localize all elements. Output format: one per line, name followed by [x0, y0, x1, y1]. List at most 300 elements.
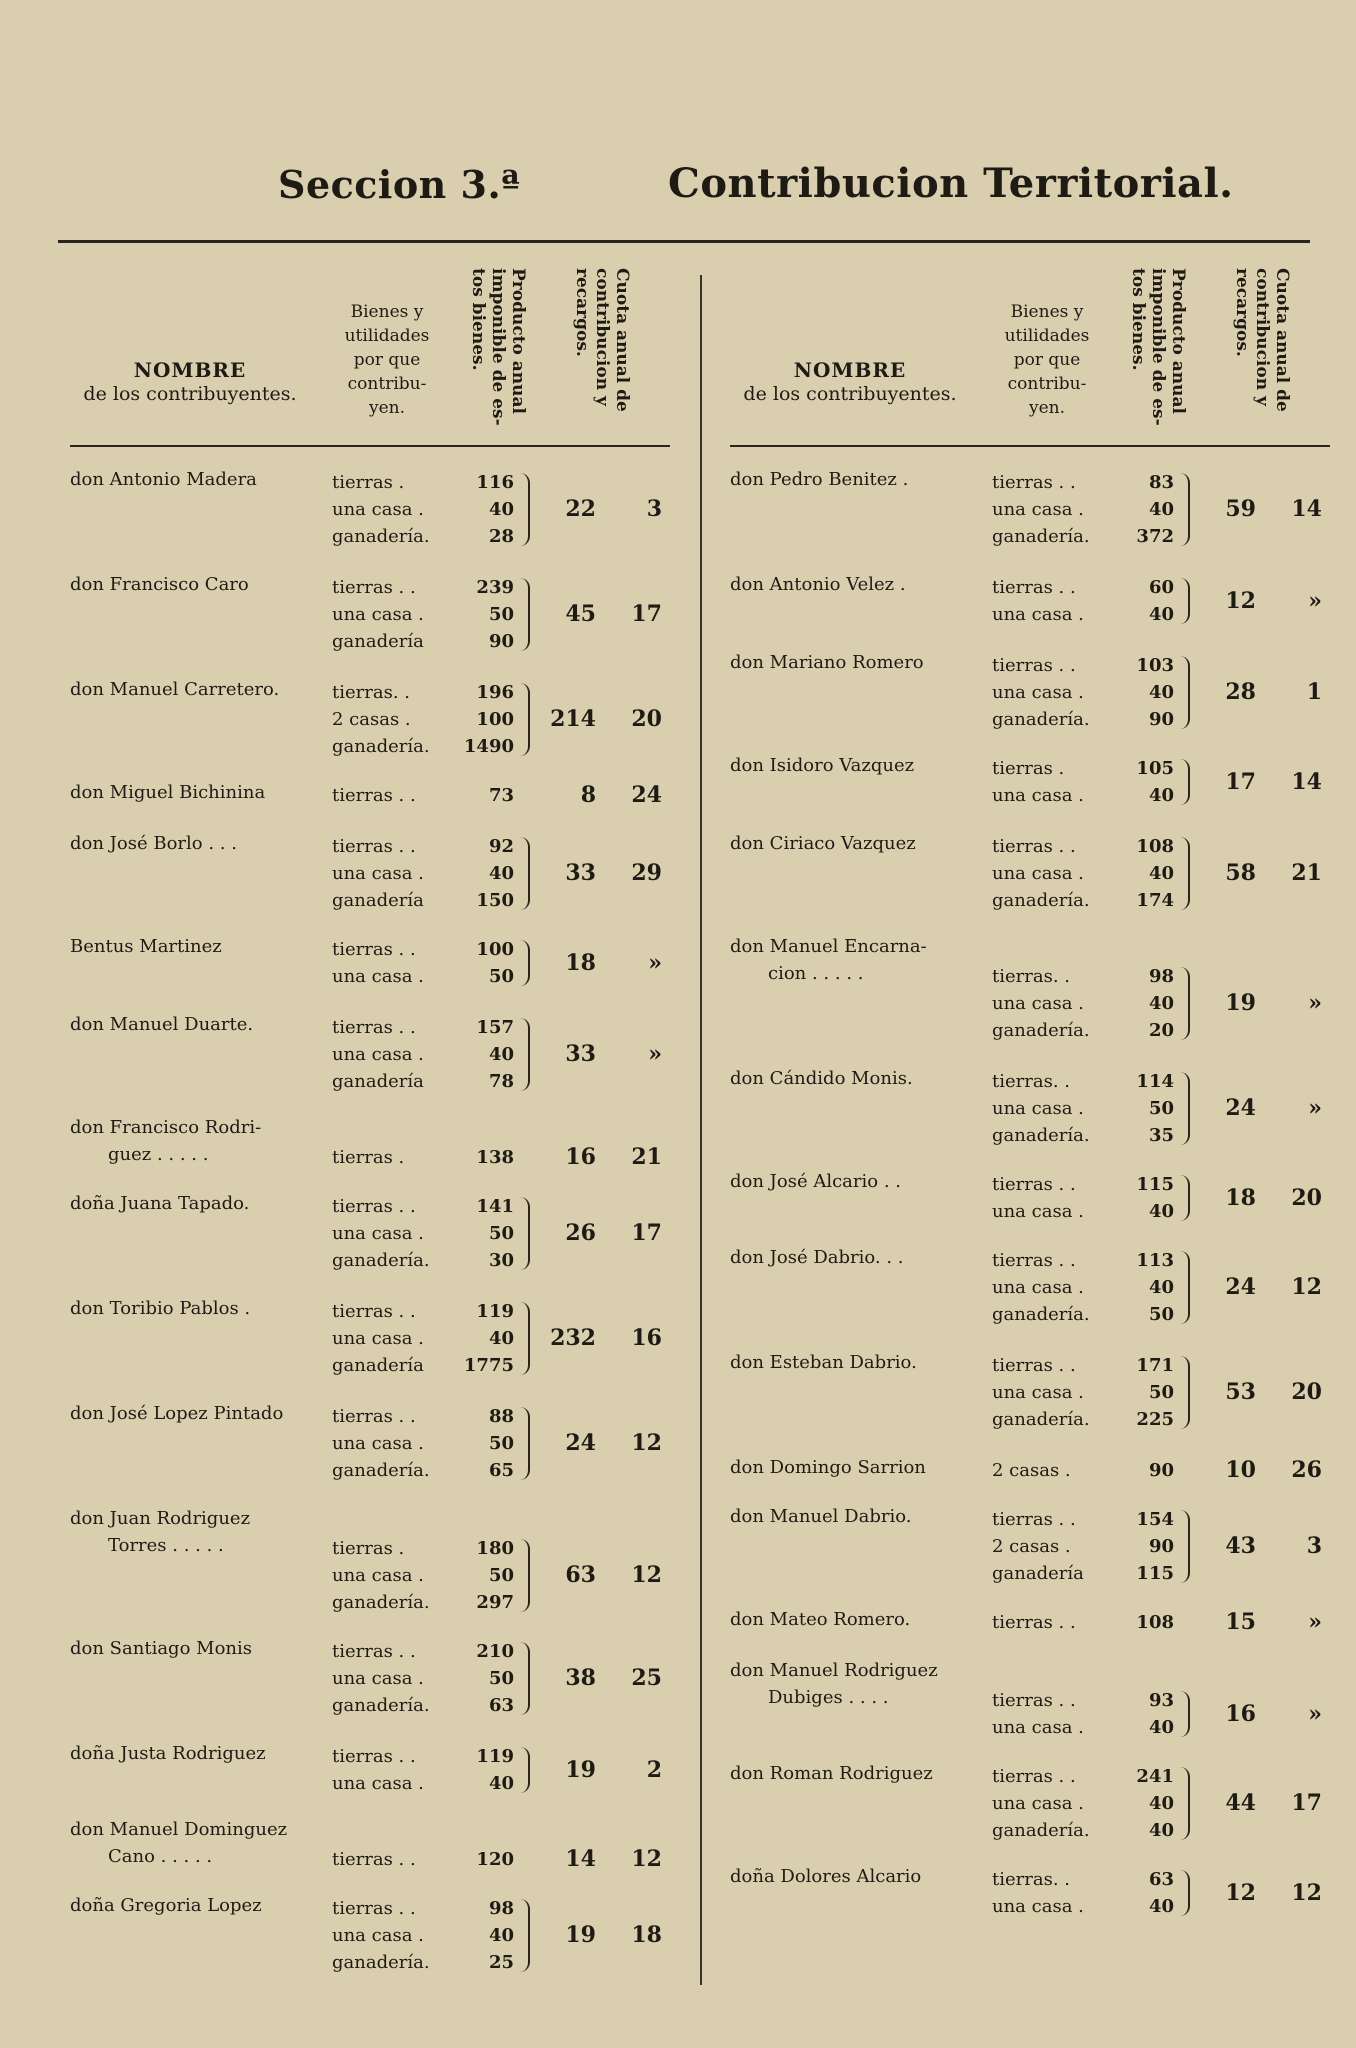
property-list — [992, 1068, 1090, 1149]
product-value: 50 — [488, 1433, 514, 1454]
property-item: una casa . — [332, 499, 424, 520]
quota-maravedis: 3 — [1306, 1533, 1322, 1559]
curly-brace — [1178, 1072, 1190, 1145]
property-item: tierras . . — [332, 1898, 416, 1919]
property-item: tierras . . — [332, 836, 416, 857]
taxpayer-entry — [730, 1763, 1330, 1844]
product-value: 239 — [476, 577, 514, 598]
annual-quota — [532, 1325, 670, 1352]
taxpayer-name: don José Dabrio. . . — [730, 1247, 904, 1268]
quota-reales: 28 — [1225, 679, 1256, 705]
taxpayer-name: don Juan Rodriguez — [70, 1508, 251, 1529]
section-heading: Seccion 3.ª — [278, 162, 521, 207]
product-value: 40 — [1148, 993, 1174, 1014]
product-value: 40 — [1148, 499, 1174, 520]
property-list — [992, 1352, 1090, 1433]
header-rule — [58, 240, 1310, 243]
annual-quota — [532, 782, 670, 809]
product-value: 115 — [1136, 1174, 1174, 1195]
property-item: ganadería — [992, 1563, 1084, 1584]
quota-maravedis: 2 — [646, 1756, 662, 1783]
product-value: 25 — [488, 1952, 514, 1973]
property-item: tierras. . — [992, 966, 1070, 987]
product-value: 241 — [1136, 1766, 1174, 1787]
property-list — [992, 1247, 1090, 1328]
property-item: una casa . — [332, 1565, 424, 1586]
quota-reales: 24 — [1225, 1095, 1256, 1121]
quota-maravedis: 12 — [1291, 1879, 1322, 1906]
product-values — [1100, 1866, 1174, 1920]
property-item: ganadería. — [332, 736, 430, 757]
taxpayer-name: don Roman Rodriguez — [730, 1763, 933, 1784]
product-values — [1100, 1247, 1174, 1328]
product-value: 108 — [1136, 836, 1174, 857]
property-item: ganadería. — [992, 1020, 1090, 1041]
product-values — [1100, 469, 1174, 550]
curly-brace — [1178, 1251, 1190, 1324]
property-item: ganadería. — [992, 526, 1090, 547]
taxpayer-name: doña Justa Rodriguez — [70, 1743, 266, 1764]
property-item: ganadería — [332, 890, 424, 911]
annual-quota — [532, 1144, 670, 1171]
annual-quota — [1192, 496, 1330, 523]
product-value: 103 — [1136, 655, 1174, 676]
quota-maravedis: 24 — [631, 782, 662, 808]
product-values — [440, 1535, 514, 1616]
curly-brace — [518, 683, 530, 756]
curly-brace — [1178, 1691, 1190, 1737]
property-list — [332, 782, 416, 809]
product-value: 105 — [1136, 758, 1174, 779]
quota-maravedis: 12 — [631, 1846, 662, 1872]
quota-maravedis: 20 — [1291, 1379, 1322, 1405]
property-list — [992, 469, 1090, 550]
taxpayer-name: doña Dolores Alcario — [730, 1866, 922, 1887]
quota-maravedis: 18 — [631, 1922, 662, 1948]
property-list — [992, 755, 1084, 809]
taxpayer-name: don Domingo Sarrion — [730, 1457, 926, 1478]
property-item: ganadería. — [332, 1250, 430, 1271]
product-values — [1100, 1352, 1174, 1433]
property-item: una casa . — [992, 1896, 1084, 1917]
product-value: 40 — [488, 499, 514, 520]
taxpayer-entry — [730, 574, 1330, 628]
product-values — [440, 936, 514, 990]
quota-reales: 214 — [550, 706, 596, 732]
curly-brace — [1178, 473, 1190, 546]
product-value: 40 — [488, 1925, 514, 1946]
taxpayer-entry — [70, 1743, 670, 1797]
left-column — [70, 260, 670, 1976]
curly-brace — [1178, 656, 1190, 729]
property-item: tierras . . — [992, 655, 1076, 676]
product-value: 93 — [1148, 1690, 1174, 1711]
property-list — [992, 963, 1090, 1044]
column-divider — [700, 275, 702, 1985]
product-value: 171 — [1136, 1355, 1174, 1376]
property-item: una casa . — [992, 785, 1084, 806]
product-value: 40 — [1148, 1793, 1174, 1814]
taxpayer-name: don Francisco Rodri- — [70, 1117, 262, 1138]
product-value: 40 — [1148, 785, 1174, 806]
product-values — [440, 1846, 514, 1873]
property-item: tierras . . — [992, 1690, 1076, 1711]
taxpayer-name-continued: guez . . . . . — [108, 1144, 209, 1165]
quota-maravedis: 29 — [631, 860, 662, 886]
annual-quota — [1192, 1457, 1330, 1484]
product-value: 90 — [1148, 1460, 1174, 1481]
product-value: 196 — [476, 682, 514, 703]
property-item: ganadería. — [992, 1820, 1090, 1841]
annual-quota — [532, 1430, 670, 1457]
quota-reales: 15 — [1225, 1609, 1256, 1635]
property-list — [992, 1763, 1090, 1844]
product-value: 297 — [476, 1592, 514, 1613]
quota-reales: 14 — [565, 1846, 596, 1872]
property-list — [992, 574, 1084, 628]
quota-maravedis: » — [1308, 1095, 1322, 1121]
product-values — [440, 782, 514, 809]
product-value: 372 — [1136, 526, 1174, 547]
product-value: 90 — [488, 631, 514, 652]
product-values — [1100, 1457, 1174, 1484]
curly-brace — [1178, 837, 1190, 910]
property-item: ganadería — [332, 631, 424, 652]
curly-brace — [518, 1018, 530, 1091]
product-values — [1100, 1609, 1174, 1636]
taxpayer-entry — [70, 936, 670, 990]
taxpayer-entry — [730, 1171, 1330, 1225]
taxpayer-name: don Mariano Romero — [730, 652, 924, 673]
quota-reales: 19 — [1225, 990, 1256, 1016]
product-values — [1100, 833, 1174, 914]
header-bienes: Bienes y utilidades por que contribu- yen. — [344, 302, 430, 418]
property-item: tierras . — [332, 1538, 405, 1559]
header-producto: Producto anual imponible de es- tos bienes. — [468, 268, 528, 426]
quota-reales: 16 — [1225, 1700, 1256, 1727]
product-value: 40 — [1148, 604, 1174, 625]
property-list — [332, 469, 430, 550]
taxpayer-name: don Santiago Monis — [70, 1638, 252, 1659]
property-item: tierras . . — [332, 785, 416, 806]
product-value: 40 — [488, 1773, 514, 1794]
annual-quota — [532, 706, 670, 733]
product-values — [1100, 574, 1174, 628]
property-list — [332, 1193, 430, 1274]
taxpayer-entry — [730, 1660, 1330, 1741]
property-item: una casa . — [332, 604, 424, 625]
product-value: 40 — [1148, 682, 1174, 703]
property-list — [332, 679, 430, 760]
header-cuota: Cuota anual de contribucion y recargos. — [1232, 268, 1292, 412]
product-value: 50 — [488, 604, 514, 625]
taxpayer-entry — [730, 1352, 1330, 1433]
product-values — [440, 469, 514, 550]
quota-reales: 45 — [565, 601, 596, 627]
taxpayer-entry — [730, 1457, 1330, 1484]
product-value: 65 — [488, 1460, 514, 1481]
taxpayer-name: don José Alcario . . — [730, 1171, 901, 1192]
curly-brace — [1178, 1767, 1190, 1840]
annual-quota — [1192, 860, 1330, 887]
property-item: 2 casas . — [992, 1536, 1071, 1557]
property-item: tierras . — [332, 1147, 405, 1168]
quota-reales: 8 — [580, 782, 596, 808]
product-value: 90 — [1148, 1536, 1174, 1557]
product-values — [440, 1743, 514, 1797]
taxpayer-entry — [70, 469, 670, 550]
property-list — [332, 936, 424, 990]
property-item: tierras . . — [332, 1641, 416, 1662]
property-item: una casa . — [992, 1098, 1084, 1119]
product-value: 50 — [488, 966, 514, 987]
product-value: 40 — [1148, 1277, 1174, 1298]
taxpayer-entry — [730, 1247, 1330, 1328]
property-item: ganadería. — [332, 1592, 430, 1613]
quota-maravedis: 12 — [631, 1562, 662, 1588]
quota-reales: 19 — [565, 1922, 596, 1948]
product-value: 83 — [1148, 472, 1174, 493]
taxpayer-name: don Antonio Madera — [70, 469, 257, 490]
quota-reales: 12 — [1225, 587, 1256, 614]
property-list — [992, 833, 1090, 914]
annual-quota — [532, 860, 670, 887]
product-value: 92 — [488, 836, 514, 857]
property-item: una casa . — [992, 604, 1084, 625]
curly-brace — [518, 940, 530, 986]
property-item: una casa . — [992, 1717, 1084, 1738]
quota-maravedis: 16 — [631, 1325, 662, 1351]
taxpayer-name-continued: cion . . . . . — [768, 963, 864, 984]
quota-maravedis: 12 — [1291, 1274, 1322, 1300]
annual-quota — [532, 950, 670, 977]
property-list — [992, 1687, 1084, 1741]
property-list — [332, 574, 424, 655]
property-list — [332, 1638, 430, 1719]
property-item: una casa . — [992, 682, 1084, 703]
taxpayer-name: don Manuel Dabrio. — [730, 1506, 912, 1527]
header-nombre: NOMBRE de los contribuyentes. — [743, 358, 957, 405]
property-item: ganadería. — [992, 709, 1090, 730]
quota-maravedis: 12 — [631, 1430, 662, 1456]
taxpayer-entry — [70, 1117, 670, 1171]
property-list — [992, 1506, 1084, 1587]
property-list — [992, 1171, 1084, 1225]
product-value: 138 — [476, 1147, 514, 1168]
curly-brace — [518, 1747, 530, 1793]
product-value: 60 — [1148, 577, 1174, 598]
property-item: ganadería. — [992, 1304, 1090, 1325]
quota-reales: 18 — [565, 949, 596, 976]
product-value: 100 — [476, 939, 514, 960]
annual-quota — [532, 1665, 670, 1692]
property-item: una casa . — [332, 1044, 424, 1065]
taxpayer-entry — [70, 833, 670, 914]
property-item: una casa . — [332, 966, 424, 987]
taxpayer-name: don Isidoro Vazquez — [730, 755, 915, 776]
quota-reales: 22 — [565, 496, 596, 522]
property-item: una casa . — [992, 1793, 1084, 1814]
product-values — [1100, 755, 1174, 809]
taxpayer-entry — [70, 1638, 670, 1719]
property-item: tierras . . — [332, 1017, 416, 1038]
property-item: tierras . — [332, 472, 405, 493]
quota-reales: 33 — [565, 860, 596, 886]
property-item: tierras . . — [332, 1746, 416, 1767]
page-title: Contribucion Territorial. — [668, 160, 1234, 207]
quota-reales: 38 — [565, 1665, 596, 1691]
product-value: 50 — [488, 1223, 514, 1244]
curly-brace — [518, 1407, 530, 1480]
quota-maravedis: 26 — [1291, 1457, 1322, 1483]
property-item: una casa . — [332, 1773, 424, 1794]
annual-quota — [1192, 1379, 1330, 1406]
property-item: una casa . — [332, 1328, 424, 1349]
annual-quota — [532, 1846, 670, 1873]
property-item: tierras . . — [332, 577, 416, 598]
annual-quota — [532, 1922, 670, 1949]
property-item: tierras . . — [332, 1196, 416, 1217]
taxpayer-entry — [730, 1506, 1330, 1587]
product-value: 114 — [1136, 1071, 1174, 1092]
taxpayer-entry — [730, 469, 1330, 550]
taxpayer-name: don Miguel Bichinina — [70, 782, 266, 803]
product-value: 40 — [1148, 1820, 1174, 1841]
curly-brace — [1178, 1870, 1190, 1916]
annual-quota — [1192, 1095, 1330, 1122]
taxpayer-entry — [730, 755, 1330, 809]
property-item: tierras . — [992, 758, 1065, 779]
taxpayer-entry — [730, 833, 1330, 914]
property-item: una casa . — [332, 1433, 424, 1454]
property-item: una casa . — [992, 993, 1084, 1014]
header-bienes: Bienes y utilidades por que contribu- yen. — [1004, 302, 1090, 418]
property-list — [332, 1743, 424, 1797]
product-value: 40 — [1148, 1717, 1174, 1738]
header-nombre: NOMBRE de los contribuyentes. — [83, 358, 297, 405]
property-item: una casa . — [992, 1201, 1084, 1222]
property-item: ganadería. — [332, 1952, 430, 1973]
annual-quota — [1192, 769, 1330, 796]
quota-reales: 10 — [1225, 1457, 1256, 1483]
product-value: 150 — [476, 890, 514, 911]
property-item: 2 casas . — [332, 709, 411, 730]
taxpayer-entry — [70, 1014, 670, 1095]
property-item: una casa . — [332, 1668, 424, 1689]
curly-brace — [518, 1302, 530, 1375]
product-value: 50 — [1148, 1304, 1174, 1325]
property-item: tierras . . — [332, 1301, 416, 1322]
product-value: 116 — [476, 472, 514, 493]
taxpayer-name: don Manuel Carretero. — [70, 679, 280, 700]
quota-maravedis: 20 — [1291, 1184, 1322, 1211]
taxpayer-entry — [70, 1895, 670, 1976]
product-value: 157 — [476, 1017, 514, 1038]
property-item: tierras . . — [992, 1612, 1076, 1633]
property-item: una casa . — [332, 1223, 424, 1244]
taxpayer-name: don Esteban Dabrio. — [730, 1352, 917, 1373]
quota-maravedis: 17 — [631, 601, 662, 627]
quota-maravedis: » — [1308, 990, 1322, 1016]
taxpayer-name: don Manuel Duarte. — [70, 1014, 254, 1035]
taxpayer-name: don Antonio Velez . — [730, 574, 906, 595]
quota-reales: 16 — [565, 1144, 596, 1170]
product-value: 73 — [488, 785, 514, 806]
taxpayer-name: Bentus Martinez — [70, 936, 222, 957]
product-value: 40 — [488, 1044, 514, 1065]
annual-quota — [532, 496, 670, 523]
taxpayer-entry — [730, 1866, 1330, 1920]
property-list — [332, 1895, 430, 1976]
annual-quota — [532, 1757, 670, 1784]
property-item: tierras . . — [992, 472, 1076, 493]
product-values — [440, 1895, 514, 1976]
quota-reales: 24 — [565, 1430, 596, 1456]
product-value: 50 — [1148, 1098, 1174, 1119]
product-values — [1100, 963, 1174, 1044]
quota-reales: 44 — [1225, 1790, 1256, 1816]
product-value: 28 — [488, 526, 514, 547]
taxpayer-entry — [70, 1193, 670, 1274]
right-column — [730, 260, 1330, 1920]
taxpayer-entry — [730, 652, 1330, 733]
product-value: 120 — [476, 1849, 514, 1870]
property-item: tierras. . — [992, 1071, 1070, 1092]
annual-quota — [532, 601, 670, 628]
product-value: 100 — [476, 709, 514, 730]
product-values — [440, 1193, 514, 1274]
property-item: tierras . . — [992, 1509, 1076, 1530]
property-item: ganadería. — [332, 1695, 430, 1716]
product-value: 78 — [488, 1071, 514, 1092]
product-value: 154 — [1136, 1509, 1174, 1530]
property-item: ganadería. — [992, 1409, 1090, 1430]
property-item: una casa . — [992, 863, 1084, 884]
quota-maravedis: 3 — [646, 496, 662, 522]
quota-reales: 17 — [1225, 768, 1256, 795]
taxpayer-entry — [730, 936, 1330, 1044]
product-values — [440, 833, 514, 914]
property-item: una casa . — [332, 863, 424, 884]
quota-reales: 12 — [1225, 1879, 1256, 1906]
quota-maravedis: » — [1308, 1700, 1322, 1727]
quota-reales: 24 — [1225, 1274, 1256, 1300]
property-item: una casa . — [992, 1382, 1084, 1403]
annual-quota — [1192, 1609, 1330, 1636]
quota-reales: 53 — [1225, 1379, 1256, 1405]
right-entries — [730, 469, 1330, 1920]
product-value: 115 — [1136, 1563, 1174, 1584]
taxpayer-name: doña Gregoria Lopez — [70, 1895, 262, 1916]
quota-maravedis: » — [648, 1041, 662, 1067]
property-item: tierras . . — [992, 1250, 1076, 1271]
taxpayer-name: don Toribio Pablos . — [70, 1298, 251, 1319]
curly-brace — [1178, 1356, 1190, 1429]
quota-maravedis: 25 — [631, 1665, 662, 1691]
quota-maravedis: » — [648, 949, 662, 976]
product-value: 50 — [1148, 1382, 1174, 1403]
taxpayer-name: don Ciriaco Vazquez — [730, 833, 916, 854]
product-values — [440, 1638, 514, 1719]
property-item: tierras. . — [332, 682, 410, 703]
property-item: tierras . . — [992, 1174, 1076, 1195]
curly-brace — [1178, 1510, 1190, 1583]
property-list — [332, 1403, 430, 1484]
quota-maravedis: 17 — [631, 1220, 662, 1246]
product-value: 1775 — [463, 1355, 514, 1376]
curly-brace — [518, 578, 530, 651]
property-list — [992, 652, 1090, 733]
